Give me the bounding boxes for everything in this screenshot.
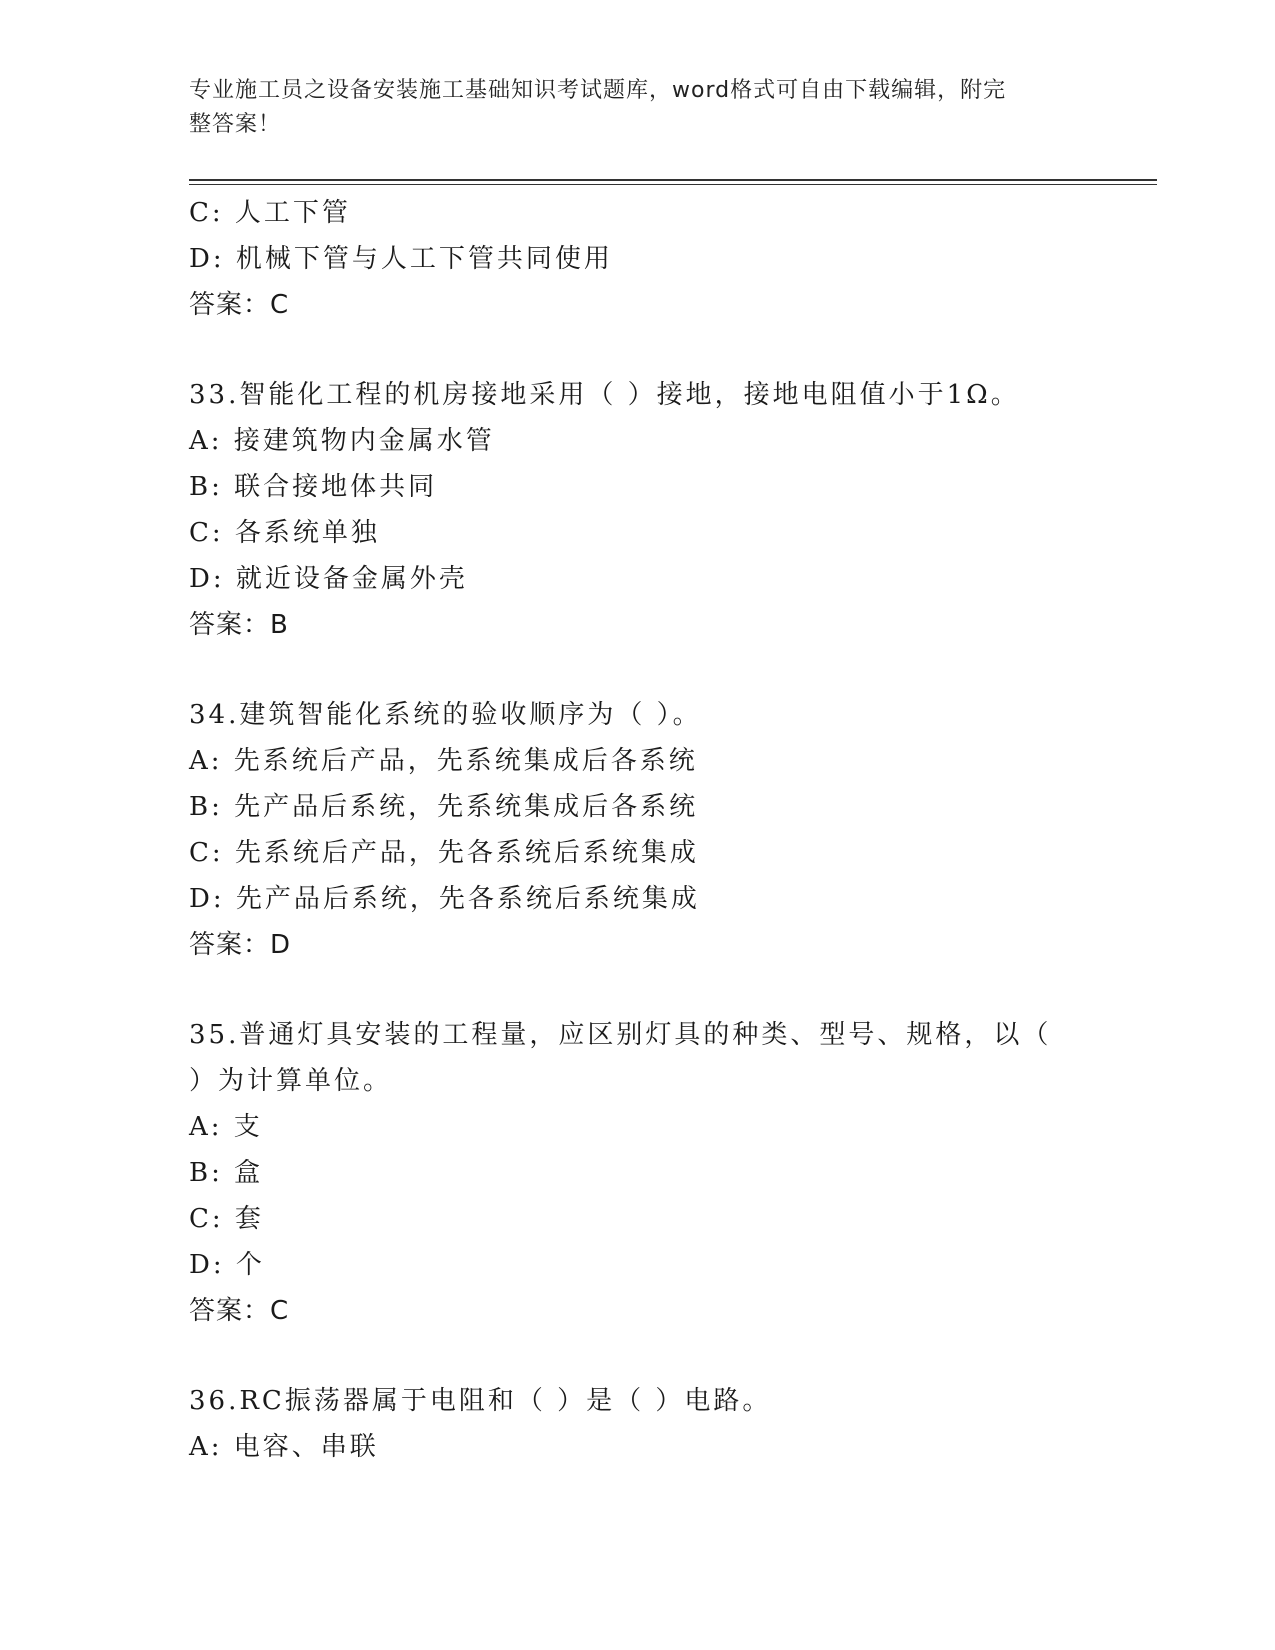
option-line: A: 支 bbox=[189, 1112, 263, 1142]
header-rule-thin bbox=[189, 184, 1157, 185]
block-spacer bbox=[189, 328, 1109, 372]
document-header bbox=[189, 74, 1069, 142]
option-line: A: 先系统后产品，先系统集成后各系统 bbox=[189, 746, 698, 776]
header-rule-thick bbox=[189, 179, 1157, 181]
answer-line: 答案：B bbox=[189, 610, 289, 640]
block-spacer bbox=[189, 648, 1109, 692]
option-line: A: 接建筑物内金属水管 bbox=[189, 426, 495, 456]
question-block bbox=[189, 372, 1109, 648]
header-line-1: 专业施工员之设备安装施工基础知识考试题库，word格式可自由下载编辑，附完 bbox=[189, 78, 1007, 103]
option-line: A: 电容、串联 bbox=[189, 1432, 379, 1462]
option-line: C: 套 bbox=[189, 1204, 264, 1234]
option-line: D: 个 bbox=[189, 1250, 265, 1280]
question-text: 36.RC振荡器属于电阻和（ ）是（ ）电路。 bbox=[189, 1386, 772, 1416]
option-line: B: 联合接地体共同 bbox=[189, 472, 438, 502]
question-list bbox=[189, 190, 1109, 1470]
question-text: ）为计算单位。 bbox=[189, 1066, 393, 1096]
question-block bbox=[189, 190, 1109, 328]
question-text: 34.建筑智能化系统的验收顺序为（ ）。 bbox=[189, 700, 702, 730]
option-line: B: 盒 bbox=[189, 1158, 264, 1188]
header-line-2: 整答案！ bbox=[189, 112, 282, 137]
option-line: C: 先系统后产品，先各系统后系统集成 bbox=[189, 838, 699, 868]
option-line: D: 就近设备金属外壳 bbox=[189, 564, 468, 594]
option-line: D: 机械下管与人工下管共同使用 bbox=[189, 244, 613, 274]
answer-line: 答案：C bbox=[189, 1296, 290, 1326]
option-line: C: 各系统单独 bbox=[189, 518, 380, 548]
block-spacer bbox=[189, 1334, 1109, 1378]
question-block bbox=[189, 692, 1109, 968]
question-block bbox=[189, 1012, 1109, 1334]
question-block bbox=[189, 1378, 1109, 1470]
option-line: C: 人工下管 bbox=[189, 198, 351, 228]
block-spacer bbox=[189, 968, 1109, 1012]
question-text: 33.智能化工程的机房接地采用（ ）接地，接地电阻值小于1Ω。 bbox=[189, 380, 1020, 410]
answer-line: 答案：D bbox=[189, 930, 292, 960]
question-text: 35.普通灯具安装的工程量，应区别灯具的种类、型号、规格，以（ bbox=[189, 1020, 1052, 1050]
option-line: B: 先产品后系统，先系统集成后各系统 bbox=[189, 792, 699, 822]
option-line: D: 先产品后系统，先各系统后系统集成 bbox=[189, 884, 700, 914]
answer-line: 答案：C bbox=[189, 290, 290, 320]
